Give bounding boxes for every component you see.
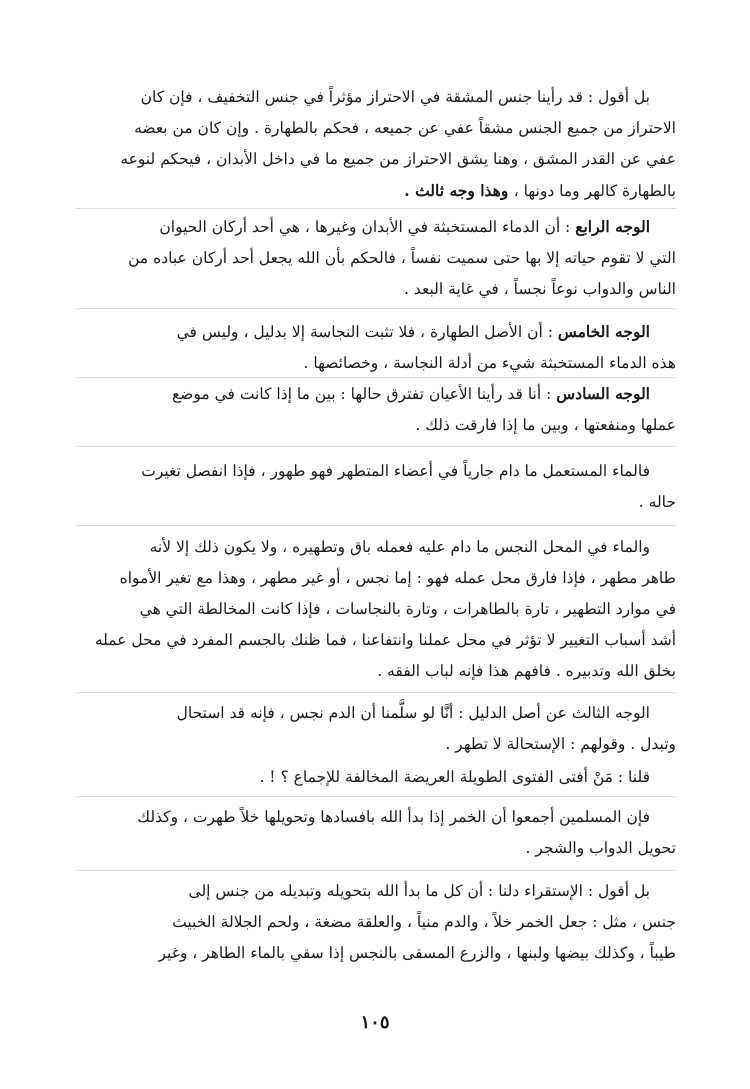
divider <box>76 796 676 797</box>
text-line: في موارد التطهير ، تارة بالطاهرات ، وتارة بالنجاسات ، فإذا كانت المخالطة التي هي <box>139 600 676 618</box>
text-line <box>76 175 676 207</box>
divider <box>76 870 676 871</box>
text-line: بل أقول : قد رأينا جنس المشقة في الاحتراز مؤثراً في جنس التخفيف ، فإن كان <box>140 88 650 106</box>
paragraph-2 <box>76 211 676 305</box>
page-number: ١٠٥ <box>360 1012 390 1033</box>
text-line: طاهر مطهر ، فإذا فارق محل عمله فهو : إما نجس ، أو غير مطهر ، وهذا مع تغير الأمواه <box>119 569 676 587</box>
paragraph-7 <box>76 698 676 760</box>
divider <box>76 692 676 693</box>
divider <box>76 208 676 209</box>
text-line: عملها ومنفعتها ، وبين ما إذا فارقت ذلك . <box>415 416 676 434</box>
paragraph-10 <box>76 876 676 969</box>
section-heading: الوجه الرابع <box>575 217 650 236</box>
paragraph-5 <box>76 456 676 518</box>
text-line <box>76 211 676 243</box>
text-line: هذه الدماء المستخبثة شيء من أدلة النجاسة ، وخصائصها . <box>303 354 676 372</box>
paragraph-3 <box>76 316 676 379</box>
text-line: بل أقول : الإستقراء دلنا : أن كل ما بدأ الله بتحويله وتبديله من جنس إلى <box>188 882 650 900</box>
text-line: طيباً ، وكذلك بيضها ولبنها ، والزرع المسقى بالنجس إذا سقي بالماء الطاهر ، وغير <box>158 944 676 962</box>
text-line: جنس ، مثل : جعل الخمر خلاً ، والدم منياً ، والعلقة مضغة ، ولحم الجلالة الخبيث <box>172 913 676 931</box>
text-line: تحويل الدواب والشجر . <box>525 839 676 857</box>
text-line: الاحتراز من جميع الجنس مشقاً عفي عن جميعه ، فحكم بالطهارة . وإن كان من بعضه <box>134 119 676 137</box>
text-line: بخلق الله وتدبيره . فافهم هذا فإنه لباب الفقه . <box>377 662 676 680</box>
text-line: حاله . <box>638 493 676 511</box>
text-line: وتبدل . وقولهم : الإستحالة لا تطهر . <box>445 735 676 753</box>
section-heading: الوجه الخامس <box>557 322 650 341</box>
text-line: الوجه الثالث عن أصل الدليل : أنَّا لو سلَّمنا أن الدم نجس ، فإنه قد استحال <box>176 704 650 722</box>
text-line <box>76 316 676 348</box>
text-line: الناس والدواب نوعاً نجساً ، في غاية البعد . <box>404 280 676 298</box>
text-line: عفي عن القدر المشق ، وهنا يشق الاحتراز من جميع ما في داخل الأبدان ، فيحكم لنوعه <box>120 150 676 168</box>
divider <box>76 446 676 447</box>
text-line: والماء في المحل النجس ما دام عليه فعمله باق وتطهيره ، ولا يكون ذلك إلا لأنه <box>149 538 650 556</box>
text-line: التي لا تقوم حياته إلا بها حتى سميت نفساً ، فالحكم بأن الله يجعل أحد أركان عباده من <box>128 249 676 267</box>
text-segment: : أنا قد رأينا الأعيان تفترق حالها : بين ما إذا كانت في موضع <box>171 385 557 403</box>
text-line: قلنا : مَنْ أفتى الفتوى الطويلة العريضة المخالفة للإجماع ؟ ! . <box>259 768 650 786</box>
text-line: فالماء المستعمل ما دام جارياً في أعضاء المتطهر فهو طهور ، فإذا انفصل تغيرت <box>141 462 650 480</box>
text-line <box>76 378 676 410</box>
section-heading: الوجه السادس <box>556 384 650 403</box>
paragraph-4 <box>76 378 676 441</box>
paragraph-9 <box>76 802 676 864</box>
divider <box>76 525 676 526</box>
paragraph-8 <box>76 762 676 793</box>
paragraph-6 <box>76 532 676 687</box>
divider <box>76 308 676 309</box>
bold-phrase: وهذا وجه ثالث . <box>404 181 514 200</box>
paragraph-1 <box>76 82 676 207</box>
text-segment: : أن الدماء المستخبثة في الأبدان وغيرها ، هي أحد أركان الحيوان <box>159 218 576 236</box>
text-line: أشد أسباب التغيير لا تؤثر في محل عملنا وانتفاعنا ، فما ظنك بالجسم المفرد في محل عمله <box>94 631 676 649</box>
text-line: فإن المسلمين أجمعوا أن الخمر إذا بدأ الله بافسادها وتحويلها خلاً طهرت ، وكذلك <box>137 808 650 826</box>
text-segment: بالطهارة كالهر وما دونها ، <box>513 182 676 200</box>
text-segment: : أن الأصل الطهارة ، فلا تثبت النجاسة إلا بدليل ، وليس في <box>176 323 558 341</box>
